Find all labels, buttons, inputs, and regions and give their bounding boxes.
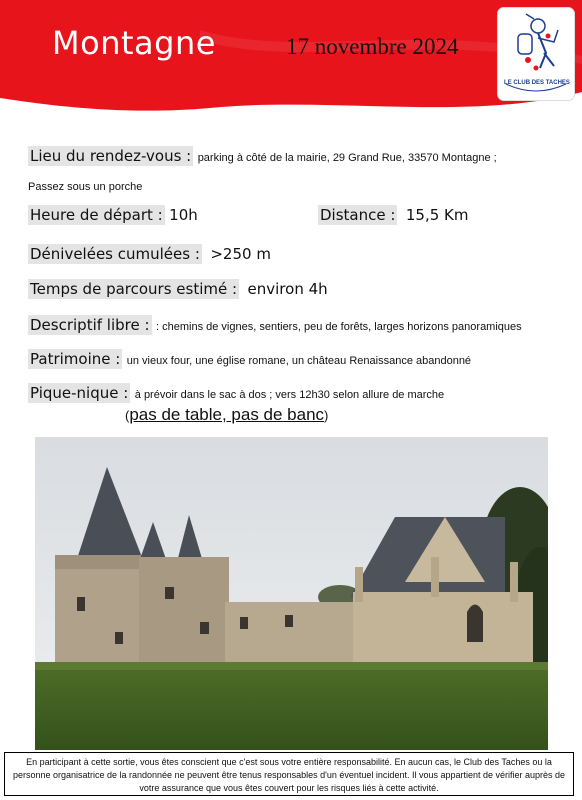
distance-label: Distance :	[320, 206, 396, 224]
pique-label: Pique-nique :	[30, 384, 129, 402]
note-text: pas de table, pas de banc	[129, 405, 325, 424]
temps-row	[28, 280, 328, 298]
denivele-value: >250 m	[210, 245, 271, 263]
descriptif-value: : chemins de vignes, sentiers, peu de forêts, larges horizons panoramiques	[156, 321, 522, 333]
club-logo	[498, 8, 574, 100]
disclaimer-box	[4, 752, 574, 796]
hiker-icon	[498, 8, 574, 100]
logo-caption: LE CLUB DES TACHES	[504, 80, 570, 86]
lieu-value: parking à côté de la mairie, 29 Grand Rue, 33570 Montagne ;	[197, 152, 497, 164]
patrimoine-row	[28, 350, 471, 368]
pique-row	[28, 384, 444, 402]
patrimoine-label: Patrimoine :	[30, 350, 121, 368]
chateau-photo	[35, 437, 548, 750]
page-title: Montagne	[52, 24, 216, 62]
disclaimer-text: En participant à cette sortie, vous êtes conscient que c'est sous votre entière responsabilité. En aucun cas, le Club des Taches ou la personne organisatrice de la randonnée ne peuvent être tenus responsables d'un éventuel incident. Il vous appartient de vérifier auprès de votre assurance que vous êtes couvert pour les risques liés à cette activité.	[12, 757, 566, 793]
denivele-label: Dénivelées cumulées :	[30, 245, 200, 263]
note-close-paren: )	[324, 408, 329, 423]
pique-value: à prévoir dans le sac à dos ; vers 12h30 selon allure de marche	[134, 389, 445, 401]
distance-row	[318, 206, 469, 224]
heure-row	[28, 206, 198, 224]
descriptif-row	[28, 316, 522, 334]
lieu-extra-row	[28, 178, 142, 194]
lieu-row	[28, 147, 497, 165]
lieu-extra: Passez sous un porche	[28, 181, 143, 193]
lieu-label: Lieu du rendez-vous :	[30, 147, 192, 165]
patrimoine-value: un vieux four, une église romane, un château Renaissance abandonné	[126, 355, 472, 367]
heure-value: 10h	[169, 206, 198, 224]
descriptif-label: Descriptif libre :	[30, 316, 150, 334]
note-open-paren: (	[125, 408, 130, 423]
event-date: 17 novembre 2024	[286, 34, 459, 59]
denivele-row	[28, 245, 271, 263]
distance-value: 15,5 Km	[405, 206, 469, 224]
no-table-note	[125, 405, 328, 425]
header-banner	[0, 0, 582, 120]
temps-value: environ 4h	[247, 280, 328, 298]
heure-label: Heure de départ :	[30, 206, 163, 224]
temps-label: Temps de parcours estimé :	[30, 280, 238, 298]
